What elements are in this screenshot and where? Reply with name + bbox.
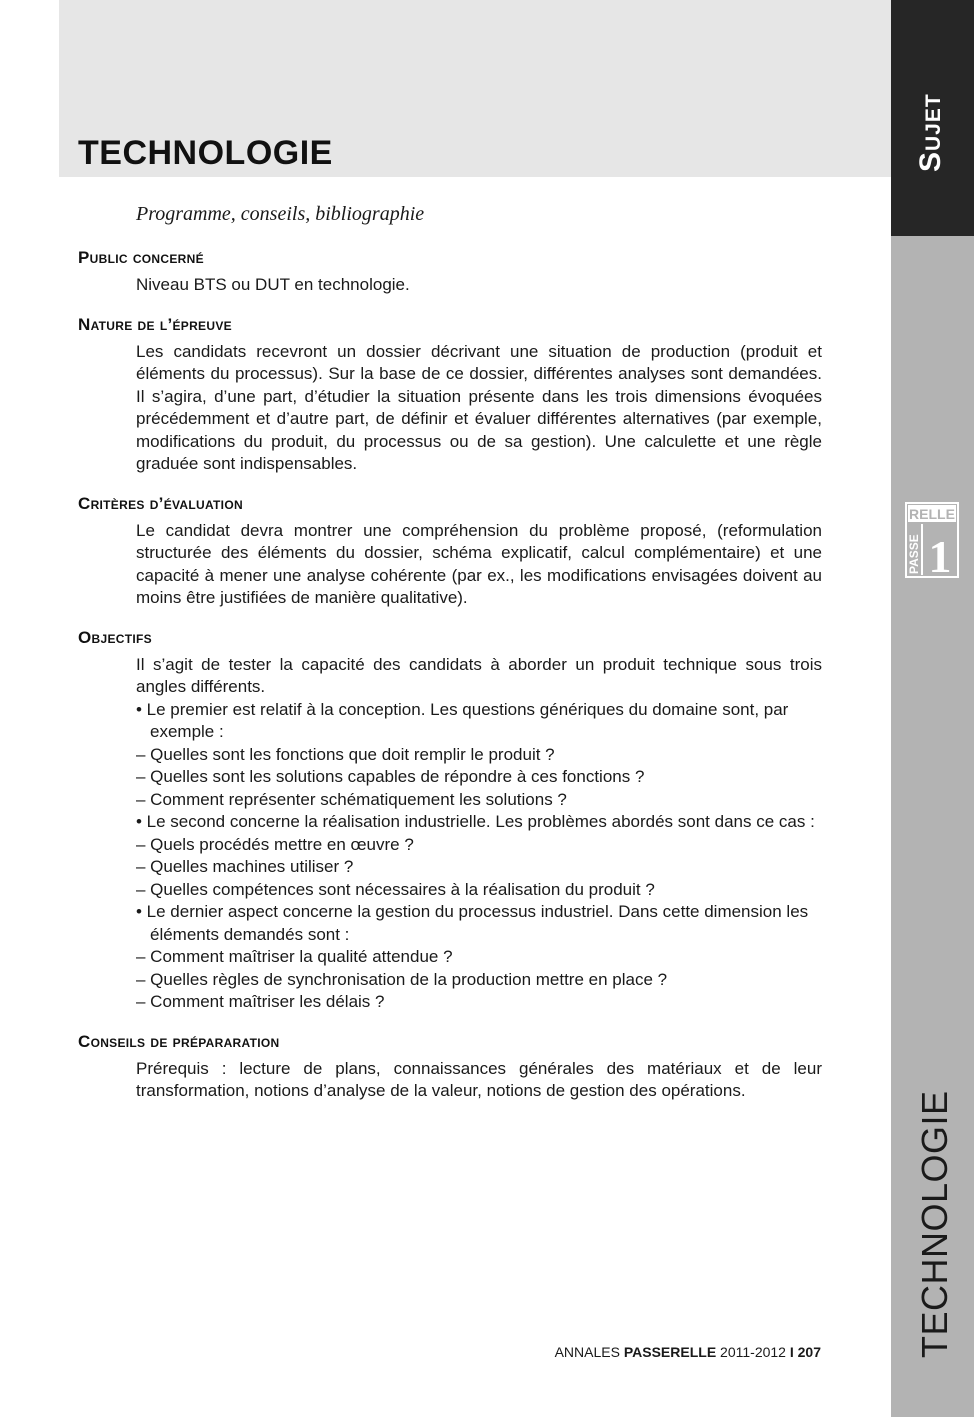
section-text: Le candidat devra montrer une compréhension du problème proposé, (reformulation structurée des éléments du dossier, schéma explicatif, calcul complémentaire) et une capacité à mener une analyse cohérente (par ex., les modifications envisagées doivent au moins être justifiées de manière qualitative). [136, 520, 822, 607]
footer-separator: I [789, 1344, 798, 1360]
list-item: – Quelles compétences sont nécessaires à la réalisation du produit ? [136, 879, 655, 899]
objectives-list [136, 699, 822, 1014]
list-item: – Quelles sont les solutions capables de répondre à ces fonctions ? [136, 767, 645, 786]
footer-year: 2011-2012 [716, 1344, 790, 1360]
section-text: Les candidats recevront un dossier décrivant une situation de production (produit et éléments du processus). Sur la base de ce dossier, différentes analyses sont demandées. Il s’agira, d’une part, d’étudier la situation présente dans les trois dimensions évoquées précédemment et d’autre part, de définir et évaluer différentes alternatives (par exemple, modifications du produit, du processus ou de sa gestion). Une calculette et une règle graduée sont indispensables. [136, 341, 822, 473]
logo-digit: 1 [928, 531, 952, 578]
list-item: – Comment maîtriser les délais ? [136, 992, 385, 1011]
footer-prefix: ANNALES [554, 1344, 624, 1360]
section-intro: Il s’agit de tester la capacité des candidats à aborder un produit technique sous trois angles différents. [136, 654, 822, 696]
list-item: – Quels procédés mettre en œuvre ? [136, 834, 414, 854]
logo-word-top: RELLE [909, 506, 955, 522]
section-heading: Conseils de prépararation [78, 1031, 280, 1051]
footer-brand: PASSERELLE [623, 1344, 717, 1360]
list-item: • Le dernier aspect concerne la gestion du processus industriel. Dans cette dimension les éléments demandés sont : [136, 902, 809, 944]
list-item: – Quelles sont les fonctions que doit remplir le produit ? [136, 744, 555, 764]
page-footer [555, 1344, 821, 1360]
list-item: • Le second concerne la réalisation industrielle. Les problèmes abordés sont dans ce cas : [136, 812, 815, 831]
sidebar-label-technologie: TECHNOLOGIE [914, 1090, 955, 1358]
section-public [78, 248, 822, 297]
section-heading: Nature de l’épreuve [78, 314, 232, 334]
passerelle-logo-icon [905, 502, 959, 578]
list-item: – Comment représenter schématiquement les solutions ? [136, 789, 567, 809]
section-nature [78, 315, 822, 476]
section-conseils [78, 1032, 822, 1103]
logo-word-side: PASSE [907, 534, 921, 574]
section-text: Prérequis : lecture de plans, connaissances générales des matériaux et de leur transformation, notions d’analyse de la valeur, notions de gestion des opérations. [136, 1058, 822, 1100]
page-title: TECHNOLOGIE [78, 134, 333, 172]
list-item: – Quelles règles de synchronisation de la production mettre en place ? [136, 969, 668, 989]
list-item: – Quelles machines utiliser ? [136, 857, 354, 876]
main-content [78, 248, 822, 1121]
list-item: • Le premier est relatif à la conception. Les questions génériques du domaine sont, par exemple : [136, 699, 789, 741]
section-heading: Public concerné [78, 248, 204, 267]
page-number: 207 [797, 1344, 821, 1360]
page-subtitle: Programme, conseils, bibliographie [136, 203, 425, 225]
sidebar-label-sujet: Sujet [914, 93, 947, 172]
section-heading: Critères d’évaluation [78, 493, 243, 513]
list-item: – Comment maîtriser la qualité attendue ? [136, 947, 453, 966]
section-text: Niveau BTS ou DUT en technologie. [136, 275, 410, 294]
section-criteres [78, 494, 822, 610]
section-objectifs [78, 628, 822, 1014]
section-heading: Objectifs [78, 627, 152, 647]
